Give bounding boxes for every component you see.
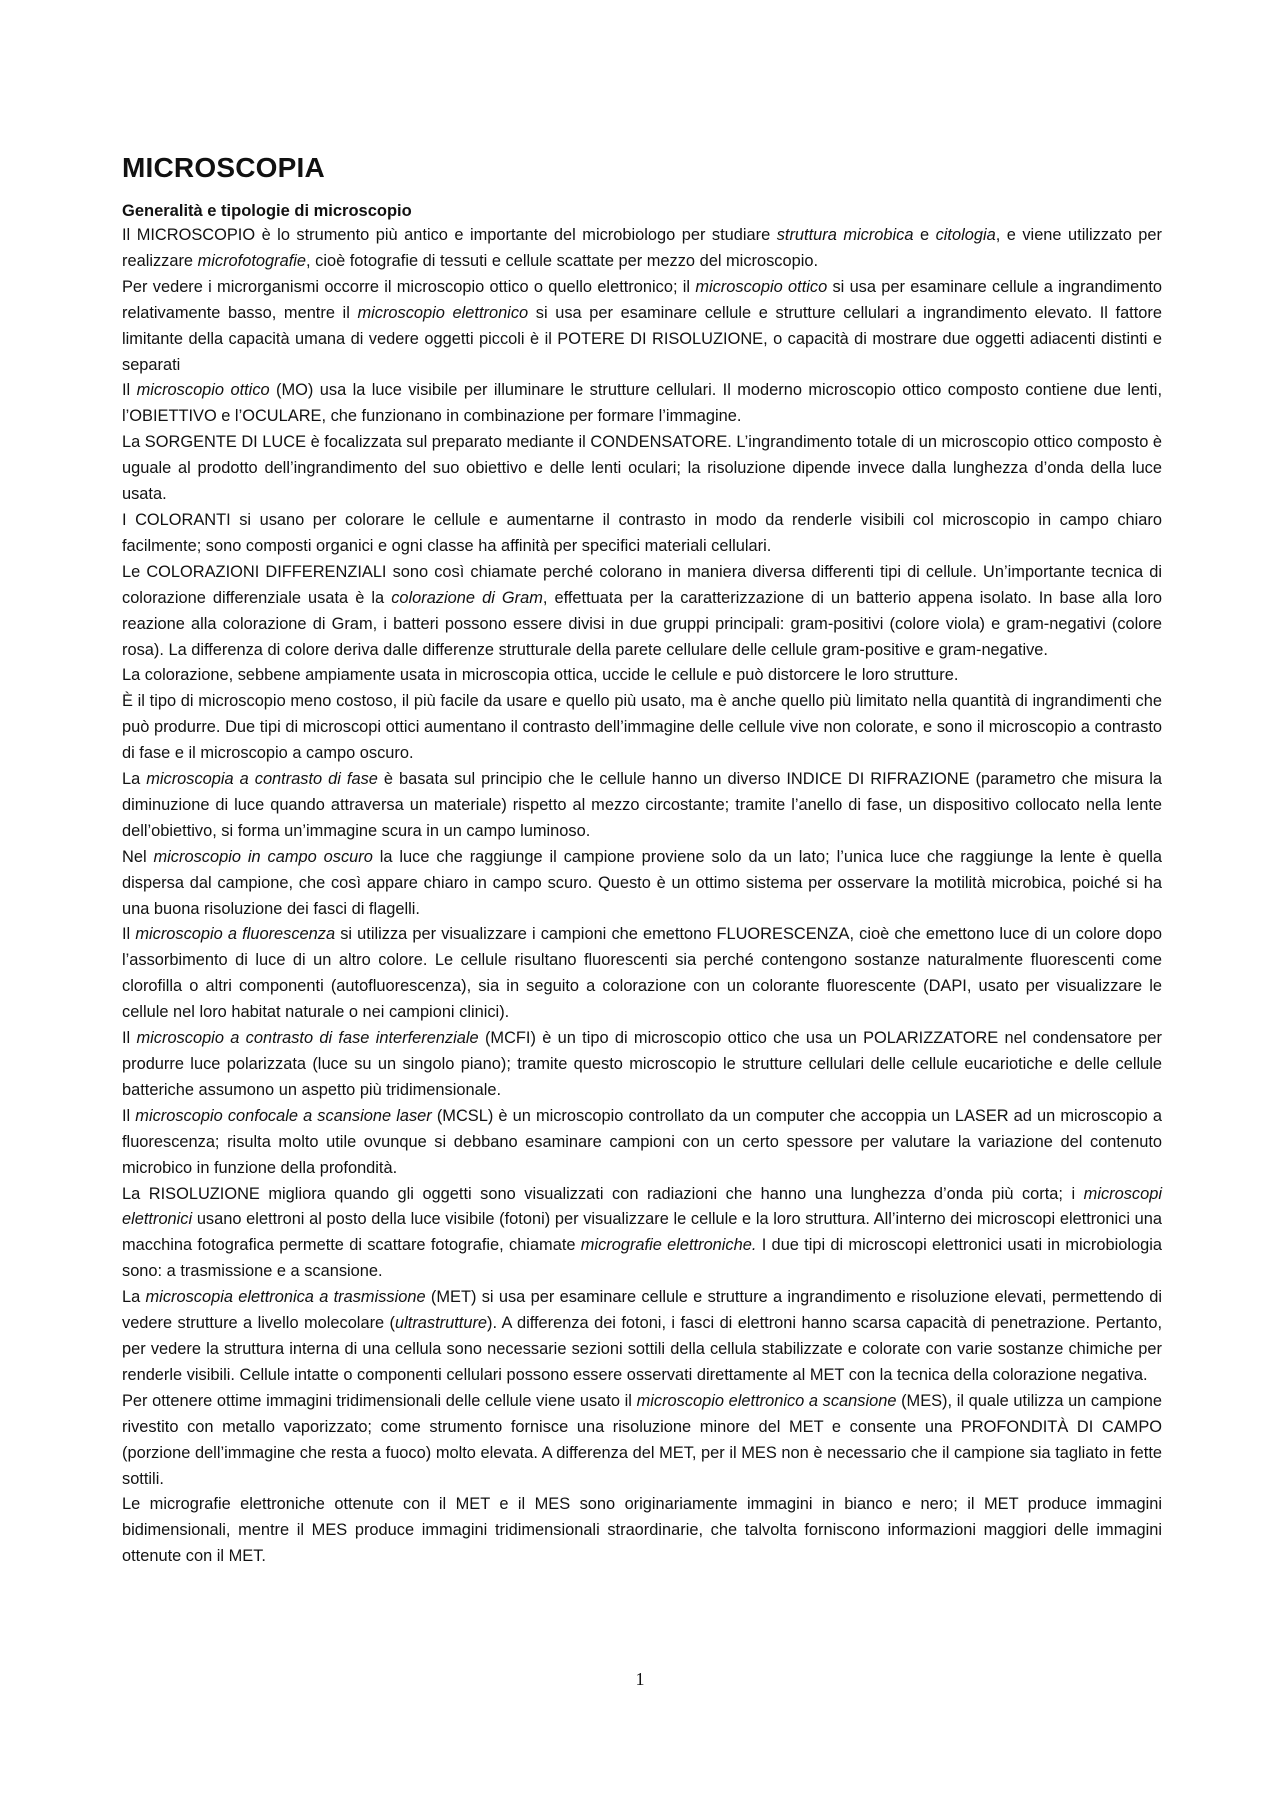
- italic-term: colorazione di Gram: [391, 588, 543, 607]
- text-run: Nel: [122, 847, 154, 866]
- body-paragraph: [122, 560, 1162, 664]
- italic-term: microscopi elettronici: [122, 1184, 1162, 1229]
- text-run: , e viene utilizzato per realizzare: [122, 226, 1162, 270]
- text-run: Il: [122, 925, 136, 944]
- italic-term: microscopio a contrasto di fase interferenziale: [136, 1029, 479, 1048]
- italic-term: microscopia a contrasto di fase: [146, 770, 378, 789]
- italic-term: microscopia elettronica a trasmissione: [145, 1288, 426, 1307]
- italic-term: struttura microbica: [776, 226, 914, 244]
- body-paragraph: [122, 767, 1162, 845]
- body-paragraph: [122, 1492, 1162, 1570]
- body-paragraph: [122, 922, 1162, 1026]
- body-paragraph: [122, 1104, 1162, 1182]
- text-run: Per ottenere ottime immagini tridimensionali delle cellule viene usato il: [122, 1391, 637, 1410]
- text-run: si utilizza per visualizzare i campioni che emettono FLUORESCENZA, cioè che emettono luce di un colore dopo l’assorbimento di luce di un altro colore. Le cellule risultano fluorescenti sia perché contengono sostanze naturalmente fluorescenti come clorofilla o altri componenti (autofluorescenza), sia in seguito a colorazione con un colorante fluorescente (DAPI, usato per visualizzare le cellule nel loro habitat naturale o nei campioni clinici).: [122, 925, 1163, 1022]
- italic-term: microfotografie: [197, 251, 307, 270]
- page-title: MICROSCOPIA: [122, 152, 325, 183]
- body-paragraph: [122, 508, 1162, 560]
- text-run: La colorazione, sebbene ampiamente usata in microscopia ottica, uccide le cellule e può distorcere le loro strutture.: [122, 666, 959, 685]
- text-run: (MES), il quale utilizza un campione rivestito con metallo vaporizzato; come strumento fornisce una risoluzione minore del MET e consente una PROFONDITÀ DI CAMPO (porzione dell’immagine che resta a fuoco) molto elevata. A differenza del MET, per il MES non è necessario che il campione sia tagliato in fette sottili.: [122, 1391, 1162, 1488]
- body-paragraph: [122, 1182, 1162, 1286]
- body-paragraph: [122, 223, 1162, 275]
- italic-term: microscopio elettronico a scansione: [636, 1391, 897, 1410]
- text-run: e: [913, 226, 936, 244]
- text-run: Il: [122, 381, 137, 400]
- body-paragraph: [122, 845, 1162, 923]
- text-run: si usa per esaminare cellule a ingrandimento relativamente basso, mentre il: [122, 277, 1162, 322]
- text-run: (MET) si usa per esaminare cellule e strutture a ingrandimento e risoluzione elevati, permettendo di vedere strutture a livello molecolare (: [122, 1288, 1162, 1333]
- text-run: si usa per esaminare cellule e strutture cellulari a ingrandimento elevato. Il fattore limitante della capacità umana di vedere oggetti piccoli è il POTERE DI RISOLUZIONE, o capacità di mostrare due oggetti adiacenti distinti e separati: [122, 303, 1162, 374]
- italic-term: micrografie elettroniche.: [580, 1236, 757, 1255]
- text-run: ). A differenza dei fotoni, i fasci di elettroni hanno scarsa capacità di penetrazione. Pertanto, per vedere la struttura interna di una cellula sono necessarie sezioni sottili della cellula stabilizzate e colorate con varie sostanze chimiche per renderle visibili. Cellule intatte o componenti cellulari possono essere osservati direttamente al MET con la tecnica della colorazione negativa.: [122, 1314, 1162, 1384]
- body-paragraph: [122, 275, 1162, 379]
- section-subtitle: Generalità e tipologie di microscopio: [122, 202, 412, 220]
- text-run: , cioè fotografie di tessuti e cellule scattate per mezzo del microscopio.: [306, 251, 819, 270]
- text-run: usano elettroni al posto della luce visibile (fotoni) per visualizzare le cellule e la loro struttura. All’interno dei microscopi elettronici una macchina fotografica permette di scattare fotografie, chiamate: [122, 1210, 1162, 1255]
- document-page: [122, 152, 1162, 1570]
- italic-term: microscopio elettronico: [357, 303, 529, 322]
- body-paragraph: [122, 663, 1162, 689]
- body-paragraph: [122, 378, 1162, 430]
- italic-term: microscopio in campo oscuro: [153, 847, 373, 866]
- text-run: Il: [122, 1106, 136, 1125]
- text-run: Il MICROSCOPIO è lo strumento più antico e importante del microbiologo per studiare: [122, 226, 777, 244]
- italic-term: ultrastrutture: [395, 1314, 488, 1333]
- text-run: La: [122, 770, 147, 789]
- text-run: I COLORANTI si usano per colorare le cellule e aumentarne il contrasto in modo da renderle visibili col microscopio in campo chiaro facilmente; sono composti organici e ogni classe ha affinità per specifici materiali cellulari.: [122, 510, 1162, 555]
- document-body: [122, 223, 1162, 1570]
- page-number: 1: [635, 1669, 645, 1689]
- text-run: (MCFI) è un tipo di microscopio ottico che usa un POLARIZZATORE nel condensatore per produrre luce polarizzata (luce su un singolo piano); tramite questo microscopio le strutture cellulari delle cellule eucariotiche e delle cellule batteriche assumono un aspetto più tridimensionale.: [122, 1029, 1162, 1099]
- italic-term: microscopio a fluorescenza: [135, 925, 336, 944]
- body-paragraph: [122, 1389, 1162, 1493]
- text-run: La: [122, 1288, 146, 1307]
- text-run: Le COLORAZIONI DIFFERENZIALI sono così chiamate perché colorano in maniera diversa differenti tipi di cellule. Un’importante tecnica di colorazione differenziale usata è la: [122, 562, 1162, 607]
- body-paragraph: [122, 689, 1162, 767]
- italic-term: microscopio ottico: [136, 381, 270, 400]
- text-run: (MCSL) è un microscopio controllato da un computer che accoppia un LASER ad un microscopio a fluorescenza; risulta molto utile ovunque si debbano esaminare campioni con un certo spessore per valutare la variazione del contenuto microbico in funzione della profondità.: [122, 1106, 1162, 1177]
- body-paragraph: [122, 430, 1162, 508]
- text-run: (MO) usa la luce visibile per illuminare le strutture cellulari. Il moderno microscopio ottico composto contiene due lenti, l’OBIETTIVO e l’OCULARE, che funzionano in combinazione per formare l’immagine.: [122, 381, 1163, 426]
- text-run: Il: [122, 1029, 137, 1048]
- body-paragraph: [122, 1285, 1162, 1389]
- italic-term: microscopio confocale a scansione laser: [135, 1106, 432, 1125]
- body-paragraph: [122, 1026, 1162, 1104]
- text-run: la luce che raggiunge il campione proviene solo da un lato; l’unica luce che raggiunge la lente è quella dispersa dal campione, che così appare chiaro in campo scuro. Questo è un ottimo sistema per osservare la motilità microbica, poiché si ha una buona risoluzione dei fasci di flagelli.: [122, 847, 1162, 918]
- text-run: Le micrografie elettroniche ottenute con il MET e il MES sono originariamente immagini in bianco e nero; il MET produce immagini bidimensionali, mentre il MES produce immagini tridimensionali straordinarie, che talvolta forniscono informazioni maggiori delle immagini ottenute con il MET.: [122, 1495, 1162, 1566]
- text-run: La RISOLUZIONE migliora quando gli oggetti sono visualizzati con radiazioni che hanno una lunghezza d’onda più corta; i: [122, 1184, 1084, 1203]
- text-run: È il tipo di microscopio meno costoso, il più facile da usare e quello più usato, ma è anche quello più limitato nella quantità di ingrandimenti che può produrre. Due tipi di microscopi ottici aumentano il contrasto dell’immagine delle cellule vive non colorate, e sono il microscopio a contrasto di fase e il microscopio a campo oscuro.: [122, 692, 1162, 763]
- text-run: , effettuata per la caratterizzazione di un batterio appena isolato. In base alla loro reazione alla colorazione di Gram, i batteri possono essere divisi in due gruppi principali: gram-positivi (colore viola) e gram-negativi (colore rosa). La differenza di colore deriva dalle differenze strutturale della parete cellulare delle cellule gram-positive e gram-negative.: [122, 588, 1162, 659]
- text-run: La SORGENTE DI LUCE è focalizzata sul preparato mediante il CONDENSATORE. L’ingrandimento totale di un microscopio ottico composto è uguale al prodotto dell’ingrandimento del suo obiettivo e delle lenti oculari; la risoluzione dipende invece dalla lunghezza d’onda della luce usata.: [122, 433, 1162, 504]
- text-run: Per vedere i microrganismi occorre il microscopio ottico o quello elettronico; il: [122, 277, 696, 296]
- text-run: è basata sul principio che le cellule hanno un diverso INDICE DI RIFRAZIONE (parametro che misura la diminuzione di luce quando attraversa un materiale) rispetto al mezzo circostante; tramite l’anello di fase, un dispositivo collocato nella lente dell’obiettivo, si forma un’immagine scura in un campo luminoso.: [122, 770, 1162, 840]
- italic-term: citologia: [935, 226, 996, 244]
- text-run: I due tipi di microscopi elettronici usati in microbiologia sono: a trasmissione e a scansione.: [122, 1236, 1162, 1281]
- italic-term: microscopio ottico: [695, 277, 828, 296]
